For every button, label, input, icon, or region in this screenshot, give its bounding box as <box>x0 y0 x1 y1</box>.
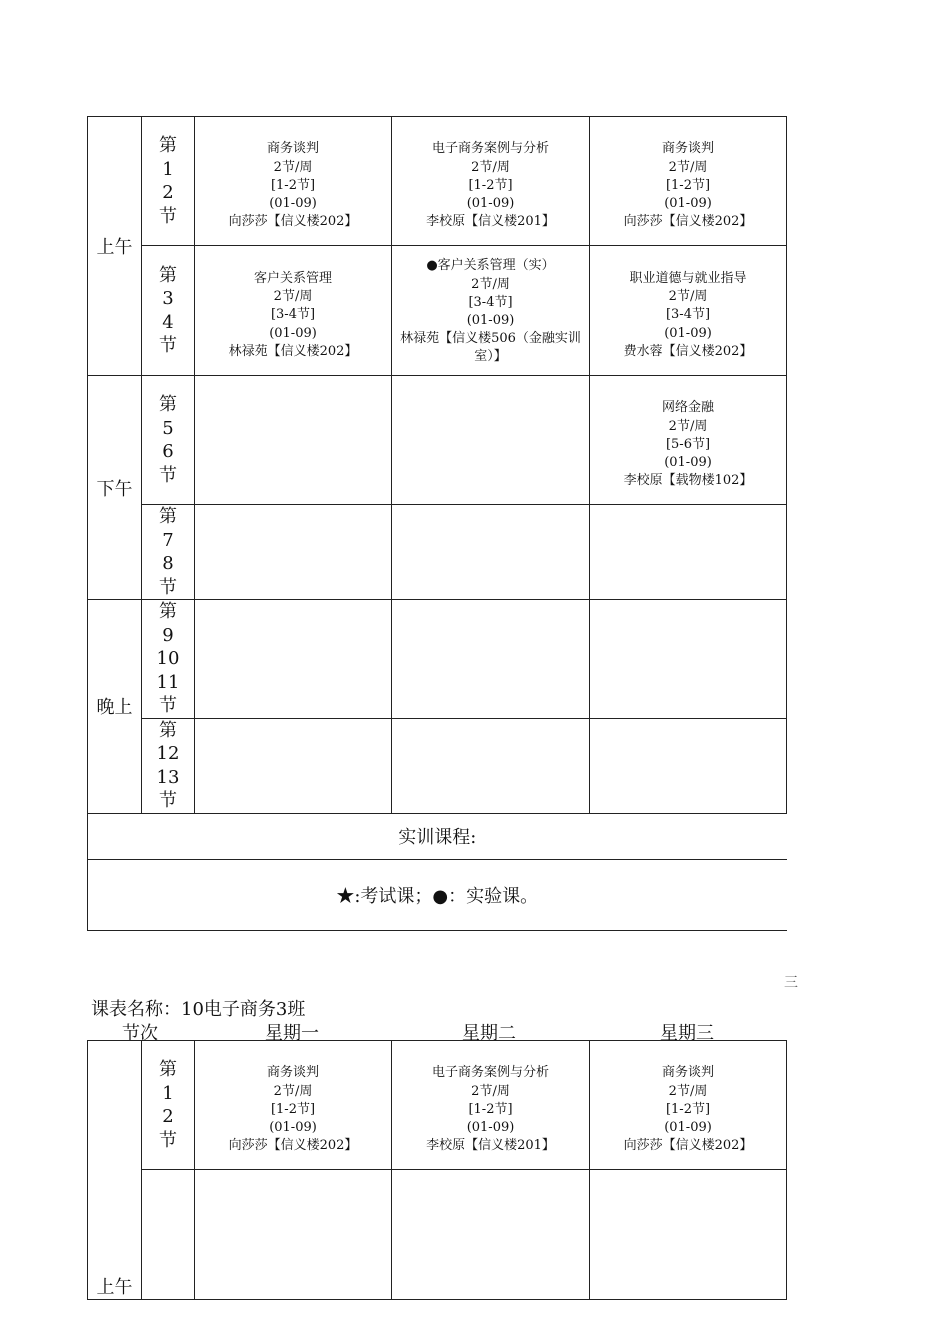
course-name: ●客户关系管理（实） <box>426 258 555 274</box>
course-cell-tue-1-2[interactable] <box>392 117 590 246</box>
course-teacher-room: 向莎莎【信义楼202】 <box>228 1138 358 1154</box>
course-teacher-room: 林禄苑【信义楼506（金融实训室）】 <box>400 331 581 365</box>
empty-cell[interactable] <box>392 1170 590 1300</box>
section-evening: 晚上 <box>88 600 142 814</box>
empty-cell[interactable] <box>392 718 590 813</box>
table-row <box>88 813 787 859</box>
course-periods: [1-2节] <box>665 1101 711 1117</box>
period-9-11: 第 9 10 11 节 <box>142 600 195 719</box>
course-hours: 2节/周 <box>471 159 510 175</box>
period-5-6: 第 5 6 节 <box>142 376 195 505</box>
course-hours: 2节/周 <box>273 289 313 305</box>
course-hours: 2节/周 <box>668 418 708 434</box>
table-row <box>88 246 787 376</box>
course-periods: [1-2节] <box>665 177 711 193</box>
period-12-13: 第 12 13 节 <box>142 718 195 813</box>
course-cell-wed-1-2[interactable] <box>590 1041 787 1170</box>
course-weeks: (01-09) <box>466 196 515 212</box>
course-name: 电子商务案例与分析 <box>431 1065 549 1081</box>
course-teacher-room: 向莎莎【信义楼202】 <box>623 1138 753 1154</box>
course-weeks: (01-09) <box>466 313 515 328</box>
course-name: 职业道德与就业指导 <box>629 270 747 286</box>
period-7-8: 第 7 8 节 <box>142 505 195 600</box>
course-teacher-room: 向莎莎【信义楼202】 <box>623 214 753 230</box>
empty-cell[interactable] <box>590 600 787 719</box>
empty-cell[interactable] <box>195 1170 392 1300</box>
course-teacher-room: 向莎莎【信义楼202】 <box>228 214 358 230</box>
course-hours: 2节/周 <box>471 276 510 292</box>
edge-glyph: 三 <box>784 975 798 991</box>
schedule-table-1 <box>87 116 787 931</box>
section-morning: 上午 <box>88 1041 142 1300</box>
course-name: 商务谈判 <box>266 141 319 157</box>
course-cell-wed-1-2[interactable] <box>590 117 787 246</box>
period-3-4: 第 3 4 节 <box>142 246 195 376</box>
schedule-table-2 <box>87 1040 787 1300</box>
course-weeks: (01-09) <box>269 325 317 341</box>
course-teacher-room: 费水蓉【信义楼202】 <box>623 343 753 359</box>
course-cell-tue-3-4[interactable] <box>392 246 590 376</box>
empty-cell[interactable] <box>195 718 392 813</box>
period-3-4 <box>142 1170 195 1300</box>
course-periods: [3-4节] <box>270 307 316 323</box>
course-weeks: (01-09) <box>466 1120 515 1136</box>
course-hours: 2节/周 <box>471 1083 510 1099</box>
table-row <box>88 117 787 246</box>
course-cell-mon-1-2[interactable] <box>195 1041 392 1170</box>
table-row <box>88 718 787 813</box>
course-periods: [1-2节] <box>270 1101 316 1117</box>
empty-cell[interactable] <box>195 600 392 719</box>
course-weeks: (01-09) <box>664 196 712 212</box>
legend-text: ★:考试课；●：实验课。 <box>88 859 787 930</box>
table-row <box>88 1170 787 1300</box>
course-periods: [5-6节] <box>665 436 711 452</box>
empty-cell[interactable] <box>392 600 590 719</box>
course-weeks: (01-09) <box>269 196 317 212</box>
course-periods: [3-4节] <box>665 307 711 323</box>
course-teacher-room: 李校原【载物楼102】 <box>623 473 753 489</box>
course-weeks: (01-09) <box>664 455 712 471</box>
course-name: 商务谈判 <box>266 1065 319 1081</box>
schedule-table-2-viewport <box>80 1040 800 1298</box>
course-name: 网络金融 <box>661 400 714 416</box>
section-afternoon: 下午 <box>88 376 142 600</box>
header-tuesday: 星期二 <box>462 1023 516 1044</box>
course-teacher-room: 李校原【信义楼201】 <box>426 214 555 230</box>
course-name: 客户关系管理 <box>253 270 332 286</box>
course-name: 商务谈判 <box>661 141 714 157</box>
training-courses-label: 实训课程: <box>88 813 787 859</box>
table-row <box>88 505 787 600</box>
empty-cell[interactable] <box>392 505 590 600</box>
header-wednesday: 星期三 <box>660 1023 714 1044</box>
course-periods: [3-4节] <box>468 294 513 310</box>
schedule-title: 课表名称：10电子商务3班 <box>91 999 306 1020</box>
course-hours: 2节/周 <box>668 289 708 305</box>
course-cell-wed-5-6[interactable] <box>590 376 787 505</box>
course-cell-mon-3-4[interactable] <box>195 246 392 376</box>
period-1-2: 第 1 2 节 <box>142 117 195 246</box>
course-periods: [1-2节] <box>270 177 316 193</box>
header-monday: 星期一 <box>265 1023 319 1044</box>
empty-cell[interactable] <box>392 376 590 505</box>
course-teacher-room: 林禄苑【信义楼202】 <box>228 343 358 359</box>
course-teacher-room: 李校原【信义楼201】 <box>426 1138 555 1154</box>
table-row <box>88 1041 787 1170</box>
header-period: 节次 <box>122 1023 158 1044</box>
course-hours: 2节/周 <box>273 159 313 175</box>
table-row <box>88 600 787 719</box>
table-row <box>88 376 787 505</box>
course-periods: [1-2节] <box>468 177 513 193</box>
course-cell-wed-3-4[interactable] <box>590 246 787 376</box>
course-hours: 2节/周 <box>668 159 708 175</box>
table-row <box>88 859 787 930</box>
empty-cell[interactable] <box>195 376 392 505</box>
section-morning: 上午 <box>88 117 142 376</box>
course-name: 商务谈判 <box>661 1065 714 1081</box>
empty-cell[interactable] <box>195 505 392 600</box>
course-hours: 2节/周 <box>273 1083 313 1099</box>
course-weeks: (01-09) <box>664 325 712 341</box>
course-cell-tue-1-2[interactable] <box>392 1041 590 1170</box>
empty-cell[interactable] <box>590 505 787 600</box>
empty-cell[interactable] <box>590 718 787 813</box>
course-weeks: (01-09) <box>269 1120 317 1136</box>
empty-cell[interactable] <box>590 1170 787 1300</box>
period-1-2: 第 1 2 节 <box>142 1041 195 1170</box>
course-name: 电子商务案例与分析 <box>431 141 549 157</box>
course-cell-mon-1-2[interactable] <box>195 117 392 246</box>
course-weeks: (01-09) <box>664 1120 712 1136</box>
course-hours: 2节/周 <box>668 1083 708 1099</box>
course-periods: [1-2节] <box>468 1101 513 1117</box>
